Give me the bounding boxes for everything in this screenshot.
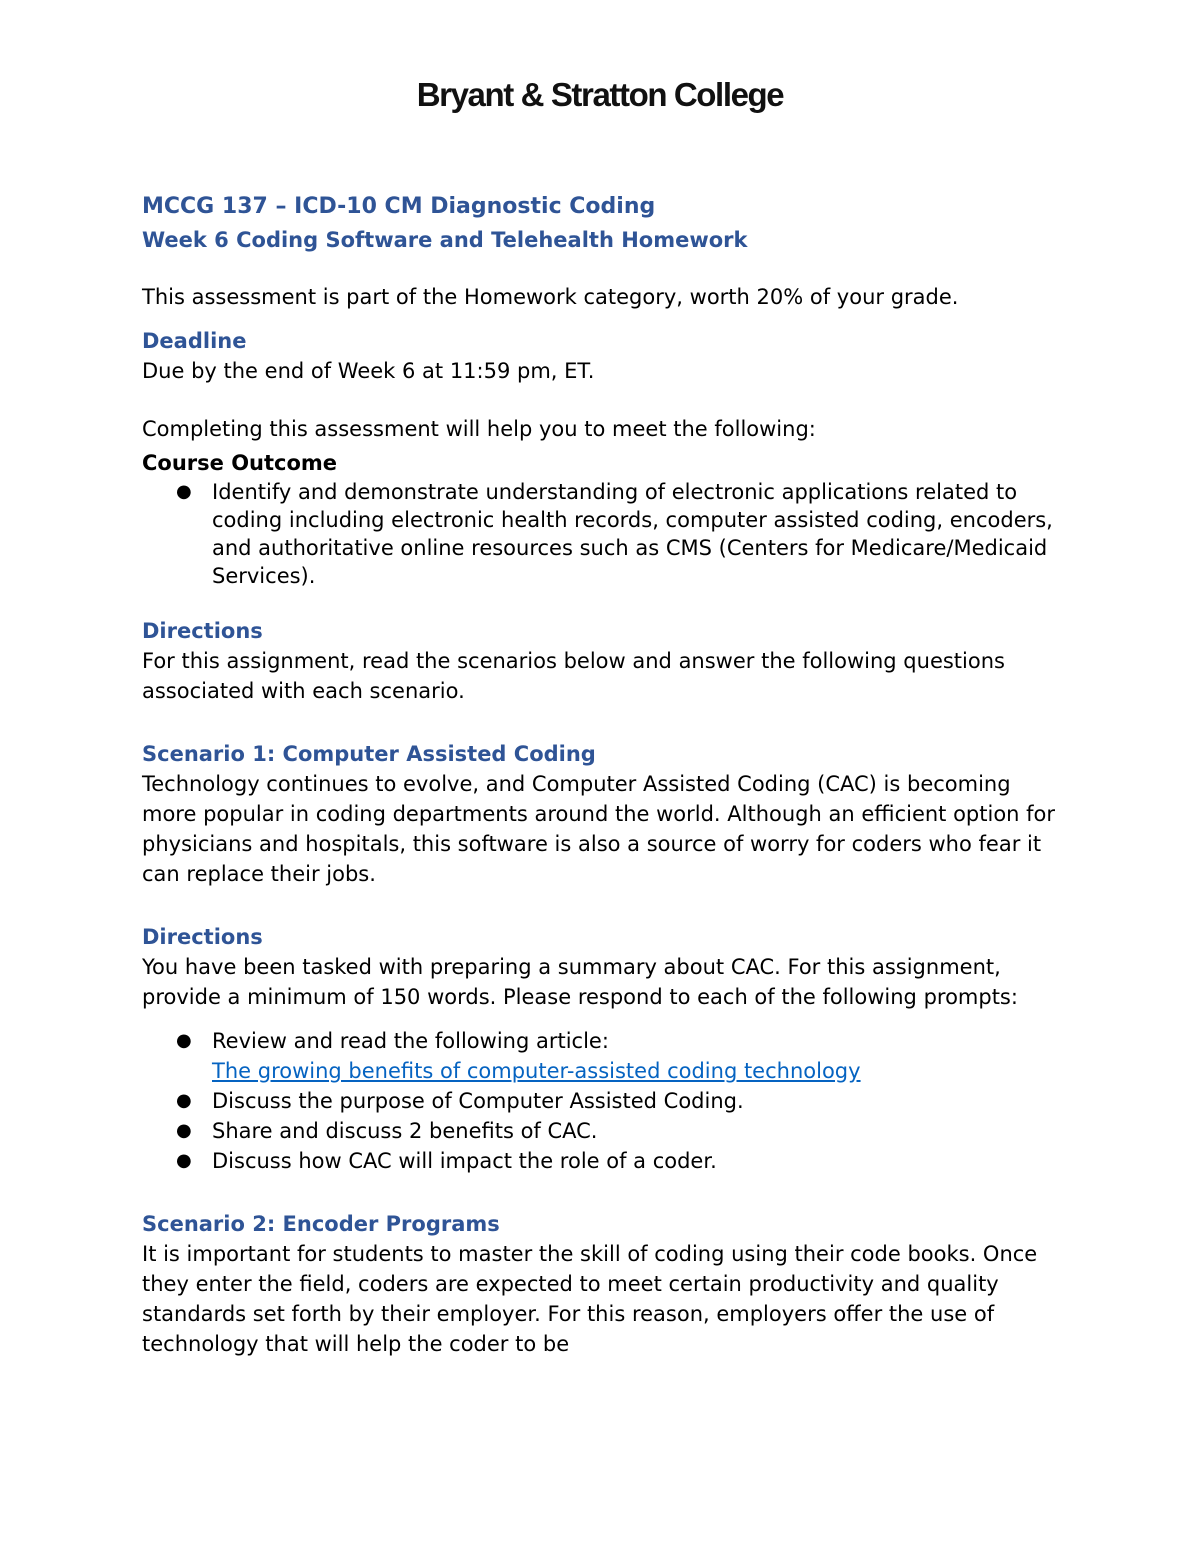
article-link[interactable]: The growing benefits of computer-assisted coding technology (212, 1059, 861, 1083)
intro-paragraph: This assessment is part of the Homework category, worth 20% of your grade. (142, 285, 959, 309)
assignment-subtitle: Week 6 Coding Software and Telehealth Homework (142, 228, 748, 252)
college-logo: Bryant & Stratton College (416, 76, 784, 113)
deadline-text: Due by the end of Week 6 at 11:59 pm, ET. (142, 359, 595, 383)
list-item (142, 1146, 1062, 1176)
bullet-icon: ● (176, 1150, 192, 1171)
scenario-2-heading: Scenario 2: Encoder Programs (142, 1212, 500, 1236)
directions-2-text: You have been tasked with preparing a summary about CAC. For this assignment, provide a minimum of 150 words. Please respond to each of the following prompts: (142, 955, 1018, 1009)
directions-heading: Directions (142, 619, 263, 643)
bullet-icon: ● (176, 1120, 192, 1141)
course-outcome-heading: Course Outcome (142, 451, 338, 475)
list-item (142, 478, 1062, 590)
list-item (142, 1026, 1062, 1086)
deadline-heading: Deadline (142, 329, 247, 353)
bullet-icon: ● (176, 1030, 192, 1051)
prompt-purpose-text: Discuss the purpose of Computer Assisted Coding. (212, 1089, 744, 1113)
course-outcome-list (142, 478, 1062, 590)
course-title: MCCG 137 – ICD-10 CM Diagnostic Coding (142, 194, 656, 219)
prompts-list (142, 1026, 1062, 1176)
outcome-intro-text: Completing this assessment will help you to meet the following: (142, 417, 816, 441)
prompt-impact-text: Discuss how CAC will impact the role of a coder. (212, 1149, 717, 1173)
prompt-review-text: Review and read the following article: (212, 1029, 609, 1053)
scenario-1-heading: Scenario 1: Computer Assisted Coding (142, 742, 596, 766)
scenario-1-text: Technology continues to evolve, and Computer Assisted Coding (CAC) is becoming more popular in coding departments around the world. Although an efficient option for physicians and hospitals, this software is also a source of worry for coders who fear it can replace their jobs. (142, 772, 1056, 886)
document-body (142, 190, 1062, 1359)
directions-text: For this assignment, read the scenarios below and answer the following questions associated with each scenario. (142, 649, 1005, 703)
outcome-text: Identify and demonstrate understanding of electronic applications related to coding including electronic health records, computer assisted coding, encoders, and authoritative online resources such as CMS (Centers for Medicare/Medicaid Services). (212, 480, 1053, 588)
bullet-icon: ● (176, 481, 192, 502)
scenario-2-text: It is important for students to master the skill of coding using their code books. Once they enter the field, coders are expected to meet certain productivity and quality standards set forth by their employer. For this reason, employers offer the use of technology that will help the coder to be (142, 1242, 1038, 1356)
list-item (142, 1086, 1062, 1116)
bullet-icon: ● (176, 1090, 192, 1111)
directions-2-heading: Directions (142, 925, 263, 949)
prompt-benefits-text: Share and discuss 2 benefits of CAC. (212, 1119, 598, 1143)
list-item (142, 1116, 1062, 1146)
